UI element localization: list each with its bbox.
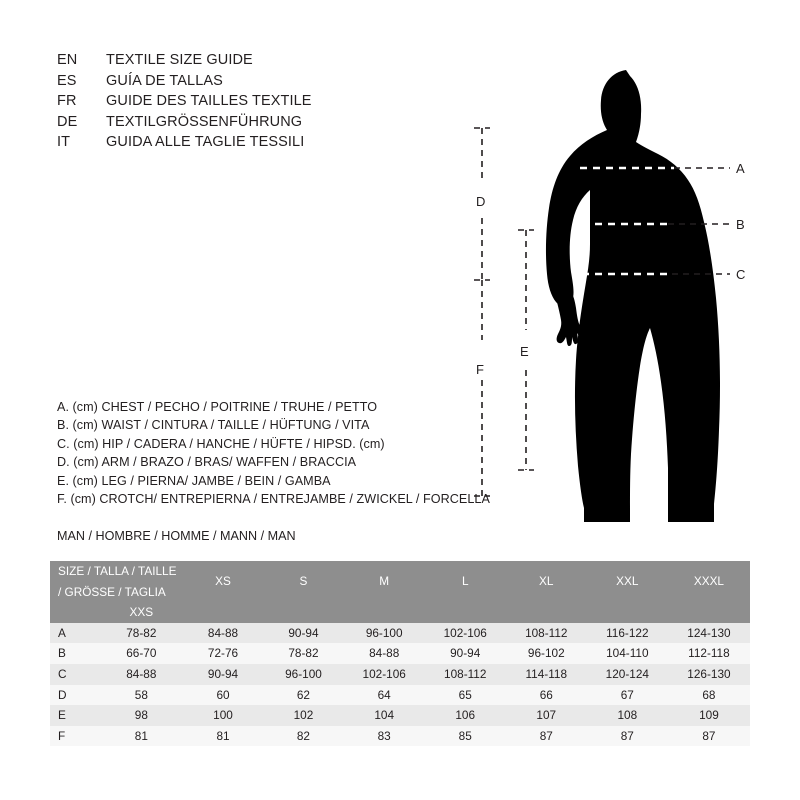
language-row <box>57 134 477 155</box>
cell-f-xxl: 87 <box>620 728 634 743</box>
table-row <box>50 643 750 664</box>
table-header-s: S <box>263 561 343 602</box>
language-code: FR <box>57 93 77 109</box>
cell-a-xxs: 78-82 <box>126 625 157 640</box>
table-subheader-blank <box>50 602 100 623</box>
table-header-xs: XS <box>183 561 263 602</box>
cell-d-xl: 66 <box>539 687 553 702</box>
cell-f-s: 82 <box>296 728 310 743</box>
body-measurement-diagram <box>430 30 790 550</box>
legend-item-c: C. (cm) HIP / CADERA / HANCHE / HÜFTE / HIPSD. (cm) <box>57 436 385 451</box>
cell-b-m: 84-88 <box>369 646 400 661</box>
cell-b-xxs: 66-70 <box>126 646 157 661</box>
cell-c-s: 96-100 <box>285 666 322 681</box>
table-subheader-blank <box>506 602 587 623</box>
cell-b-s: 78-82 <box>288 646 319 661</box>
row-label-d: D <box>58 687 67 702</box>
cell-f-xxxl: 87 <box>702 728 716 743</box>
cell-d-l: 65 <box>458 687 472 702</box>
language-code: EN <box>57 52 78 68</box>
language-title: GUÍA DE TALLAS <box>106 72 223 89</box>
cell-e-xxs: 98 <box>134 708 148 723</box>
language-row <box>57 73 477 94</box>
cell-c-xxxl: 126-130 <box>687 666 731 681</box>
cell-d-s: 62 <box>296 687 310 702</box>
row-label-f: F <box>58 728 66 743</box>
table-subheader-blank <box>668 602 750 623</box>
table-row <box>50 705 750 726</box>
label-a: A <box>736 161 745 176</box>
size-table-head <box>50 561 750 623</box>
table-header-xxs: XXS <box>100 602 183 623</box>
cell-a-m: 96-100 <box>365 625 403 640</box>
cell-d-xxxl: 68 <box>702 687 716 702</box>
language-title: GUIDE DES TAILLES TEXTILE <box>106 93 312 109</box>
cell-d-m: 64 <box>377 687 391 702</box>
legend-item-b: B. (cm) WAIST / CINTURA / TAILLE / HÜFTUNG / VITA <box>57 418 370 433</box>
cell-a-xxl: 116-122 <box>606 625 649 640</box>
table-header-size: SIZE / TALLA / TAILLE / GRÖSSE / TAGLIA <box>50 561 183 602</box>
cell-a-s: 90-94 <box>288 625 319 640</box>
label-f: F <box>476 362 484 377</box>
legend-item-e: E. (cm) LEG / PIERNA/ JAMBE / BEIN / GAMBA <box>57 473 331 488</box>
cell-f-xs: 81 <box>216 728 230 743</box>
cell-e-xl: 107 <box>536 708 557 723</box>
cell-b-xl: 96-102 <box>527 646 565 661</box>
title-language-block <box>57 52 477 155</box>
cell-c-l: 108-112 <box>444 666 487 681</box>
table-subheader-blank <box>183 602 263 623</box>
language-code: DE <box>57 113 78 130</box>
cell-a-xl: 108-112 <box>525 625 568 640</box>
cell-d-xs: 60 <box>216 687 230 702</box>
size-table <box>50 561 750 746</box>
cell-a-xs: 84-88 <box>207 625 239 640</box>
cell-a-l: 102-106 <box>443 625 487 640</box>
cell-e-m: 104 <box>374 708 395 723</box>
table-row <box>50 664 750 685</box>
label-e: E <box>520 344 529 359</box>
table-subheader-blank <box>344 602 425 623</box>
man-silhouette-icon <box>546 70 720 522</box>
size-table-body <box>50 623 750 747</box>
table-header-m: M <box>344 561 425 602</box>
language-code: ES <box>57 72 77 89</box>
cell-a-xxxl: 124-130 <box>687 625 731 640</box>
crotch-measure-line <box>474 280 490 496</box>
table-subheader-blank <box>425 602 506 623</box>
cell-b-xxl: 104-110 <box>606 646 649 661</box>
language-code: IT <box>57 134 71 150</box>
language-title: GUIDA ALLE TAGLIE TESSILI <box>106 134 305 150</box>
cell-b-xxxl: 112-118 <box>688 646 730 661</box>
legend-item-a: A. (cm) CHEST / PECHO / POITRINE / TRUHE / PETTO <box>57 400 378 414</box>
table-header-xxl: XXL <box>587 561 668 602</box>
cell-b-xs: 72-76 <box>207 646 239 661</box>
row-label-a: A <box>58 625 66 640</box>
legend-item-f: F. (cm) CROTCH/ ENTREPIERNA / ENTREJAMBE / ZWICKEL / FORCELLA <box>57 491 490 506</box>
cell-c-xxs: 84-88 <box>126 666 157 681</box>
table-row <box>50 726 750 747</box>
cell-e-xs: 100 <box>213 708 233 723</box>
cell-e-s: 102 <box>293 708 314 723</box>
table-header-row <box>50 561 750 602</box>
label-c: C <box>736 267 746 282</box>
row-label-b: B <box>58 646 66 661</box>
label-d: D <box>476 194 486 209</box>
row-label-e: E <box>58 708 66 723</box>
cell-c-xl: 114-118 <box>525 666 568 681</box>
language-title: TEXTILGRÖSSENFÜHRUNG <box>106 113 303 130</box>
cell-d-xxl: 67 <box>620 687 634 702</box>
table-row <box>50 623 750 644</box>
gender-line: MAN / HOMBRE / HOMME / MANN / MAN <box>57 529 296 543</box>
cell-f-xxs: 81 <box>134 728 148 743</box>
cell-d-xxs: 58 <box>134 687 148 702</box>
table-row <box>50 685 750 706</box>
table-header-xl: XL <box>506 561 587 602</box>
cell-f-xl: 87 <box>539 728 553 743</box>
legend-item-d: D. (cm) ARM / BRAZO / BRAS/ WAFFEN / BRACCIA <box>57 455 357 470</box>
cell-e-l: 106 <box>455 708 476 723</box>
cell-f-l: 85 <box>458 728 472 743</box>
row-label-c: C <box>58 666 67 681</box>
language-title: TEXTILE SIZE GUIDE <box>106 52 253 68</box>
label-b: B <box>736 217 745 232</box>
cell-b-l: 90-94 <box>450 646 481 661</box>
table-subheader-blank <box>587 602 668 623</box>
language-row <box>57 93 477 114</box>
cell-c-xs: 90-94 <box>207 666 239 681</box>
cell-c-xxl: 120-124 <box>605 666 649 681</box>
cell-e-xxxl: 109 <box>699 708 719 723</box>
cell-c-m: 102-106 <box>362 666 406 681</box>
table-header-l: L <box>425 561 506 602</box>
language-row <box>57 114 477 135</box>
table-subheader-row <box>50 602 750 623</box>
table-subheader-blank <box>263 602 343 623</box>
cell-f-m: 83 <box>377 728 391 743</box>
table-header-xxxl: XXXL <box>668 561 750 602</box>
language-row <box>57 52 477 73</box>
cell-e-xxl: 108 <box>617 708 638 723</box>
